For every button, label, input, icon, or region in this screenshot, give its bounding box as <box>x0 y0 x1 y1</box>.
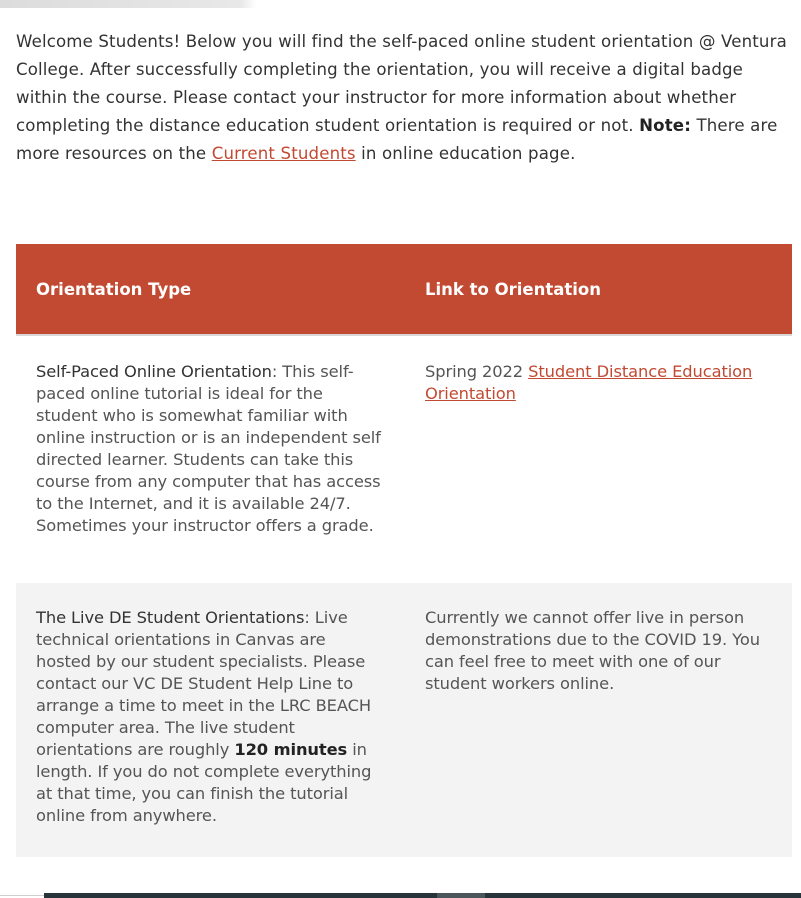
orientation-link-cell <box>405 335 792 583</box>
orientation-type-cell <box>16 583 405 857</box>
header-orientation-type: Orientation Type <box>16 244 405 335</box>
link-prefix: Spring 2022 <box>425 362 524 381</box>
orientation-description-end: in length. If you do not complete everything at that time, you can finish the tutorial online from anywhere. <box>36 740 372 825</box>
horizontal-scrollbar[interactable] <box>44 893 801 898</box>
bottom-divider <box>0 895 44 896</box>
table-header-row <box>16 244 792 335</box>
orientation-link-cell <box>405 583 792 857</box>
note-label: Note: <box>639 116 691 135</box>
current-students-link[interactable]: Current Students <box>211 144 356 163</box>
top-shade-divider <box>0 0 801 8</box>
table-row <box>16 583 792 857</box>
live-orientation-note: Currently we cannot offer live in person demonstrations due to the COVID 19. You can feel free to meet with one of our student workers online. <box>425 608 760 693</box>
intro-note-text: There are more resources on the <box>16 116 778 163</box>
intro-paragraph <box>16 28 788 168</box>
student-distance-education-orientation-link[interactable]: Student Distance Education Orientation <box>425 362 753 403</box>
duration-highlight: 120 minutes <box>234 740 348 759</box>
orientation-table <box>16 244 792 857</box>
scrollbar-thumb[interactable] <box>437 893 485 898</box>
orientation-description: : This self-paced online tutorial is ideal for the student who is somewhat familiar with online instruction or is an independent self directed learner. Students can take this course from any computer that has access to the Internet, and it is available 24/7. Sometimes your instructor offers a grade. <box>36 362 381 535</box>
intro-end-text: in online education page. <box>361 144 576 163</box>
orientation-type-cell <box>16 335 405 583</box>
header-link-to-orientation: Link to Orientation <box>405 244 792 335</box>
orientation-term: The Live DE Student Orientations <box>36 608 305 627</box>
intro-text: Welcome Students! Below you will find the self-paced online student orientation @ Ventura College. After successfully completing the orientation, you will receive a digital badge within the course. Please contact your instructor for more information about whether completing the distance education student orientation is required or not. <box>16 32 787 135</box>
orientation-term: Self-Paced Online Orientation <box>36 362 272 381</box>
orientation-description: : Live technical orientations in Canvas are hosted by our student specialists. Please contact our VC DE Student Help Line to arrange a time to meet in the LRC BEACH computer area. The live student orientations are roughly <box>36 608 372 759</box>
table-row <box>16 335 792 583</box>
